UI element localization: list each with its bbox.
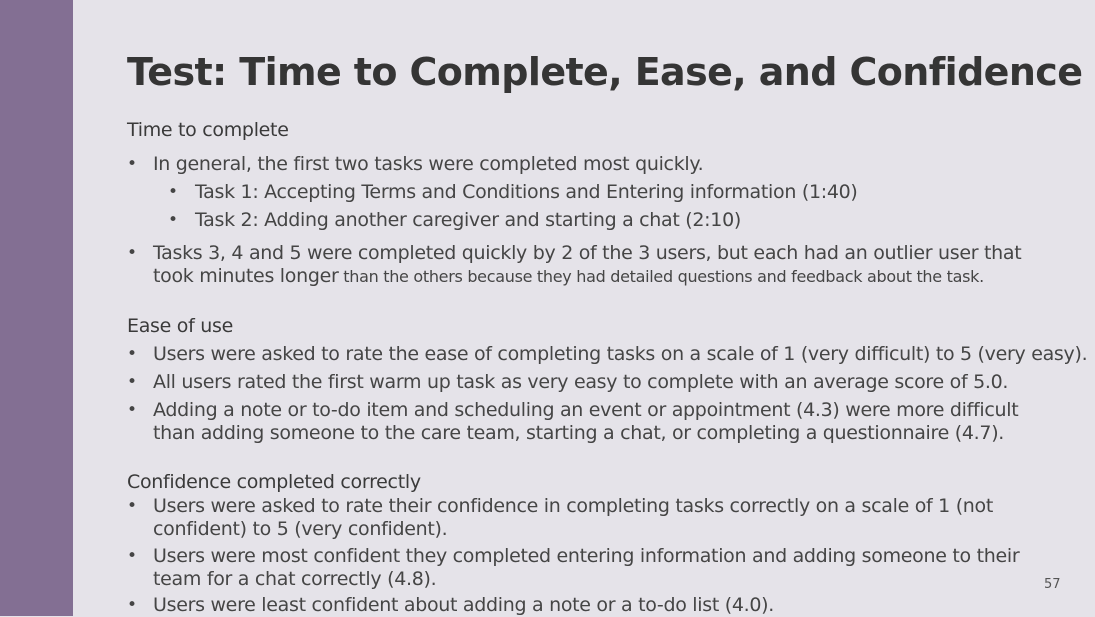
bullet-dot-icon: • bbox=[127, 243, 137, 263]
bullet-text: In general, the first two tasks were completed most quickly. bbox=[153, 153, 704, 175]
bullet-dot-icon: • bbox=[168, 182, 178, 202]
bullet-text: Users were asked to rate the ease of completing tasks on a scale of 1 (very difficult) to 5 (very easy). bbox=[153, 343, 1088, 365]
bullet-ease-1 bbox=[127, 343, 1088, 366]
bullet-time-1 bbox=[127, 153, 704, 176]
bullet-text: confident) to 5 (very confident). bbox=[153, 518, 448, 540]
bullet-dot-icon: • bbox=[127, 154, 137, 174]
bullet-ease-3 bbox=[127, 399, 1019, 445]
bullet-text: Task 2: Adding another caregiver and starting a chat (2:10) bbox=[195, 209, 741, 231]
bullet-time-2 bbox=[127, 242, 1022, 288]
section-heading-ease: Ease of use bbox=[127, 315, 233, 337]
bullet-text: team for a chat correctly (4.8). bbox=[153, 568, 437, 590]
bullet-confidence-2 bbox=[127, 545, 1020, 591]
bullet-text-small: than the others because they had detailed questions and feedback about the task. bbox=[338, 267, 984, 286]
bullet-text: Tasks 3, 4 and 5 were completed quickly by 2 of the 3 users, but each had an outlier user that bbox=[153, 242, 1022, 264]
page-number: 57 bbox=[1044, 577, 1061, 592]
bullet-text: All users rated the first warm up task as very easy to complete with an average score of 5.0. bbox=[153, 371, 1009, 393]
bullet-text: Users were asked to rate their confidence in completing tasks correctly on a scale of 1 (not bbox=[153, 495, 994, 517]
bullet-ease-2 bbox=[127, 371, 1009, 394]
bullet-dot-icon: • bbox=[127, 400, 137, 420]
subbullet-time-1 bbox=[168, 181, 858, 204]
bullet-dot-icon: • bbox=[168, 210, 178, 230]
sidebar-accent-bar bbox=[0, 0, 73, 616]
bullet-text: Users were most confident they completed entering information and adding someone to their bbox=[153, 545, 1020, 567]
bullet-dot-icon: • bbox=[127, 595, 137, 615]
bullet-dot-icon: • bbox=[127, 372, 137, 392]
bullet-confidence-3 bbox=[127, 594, 775, 617]
section-heading-time: Time to complete bbox=[127, 119, 289, 141]
bullet-text: than adding someone to the care team, starting a chat, or completing a questionnaire (4.7). bbox=[153, 422, 1005, 444]
subbullet-time-2 bbox=[168, 209, 741, 232]
bullet-text: Users were least confident about adding a note or a to-do list (4.0). bbox=[153, 594, 775, 616]
bullet-text: Task 1: Accepting Terms and Conditions and Entering information (1:40) bbox=[195, 181, 858, 203]
slide-title: Test: Time to Complete, Ease, and Confidence bbox=[127, 50, 1083, 94]
bullet-text: Adding a note or to-do item and scheduling an event or appointment (4.3) were more difficult bbox=[153, 399, 1019, 421]
bullet-text: took minutes longer bbox=[153, 265, 339, 287]
section-heading-confidence: Confidence completed correctly bbox=[127, 471, 421, 493]
bullet-dot-icon: • bbox=[127, 496, 137, 516]
bullet-dot-icon: • bbox=[127, 546, 137, 566]
bullet-confidence-1 bbox=[127, 495, 994, 541]
bullet-dot-icon: • bbox=[127, 344, 137, 364]
